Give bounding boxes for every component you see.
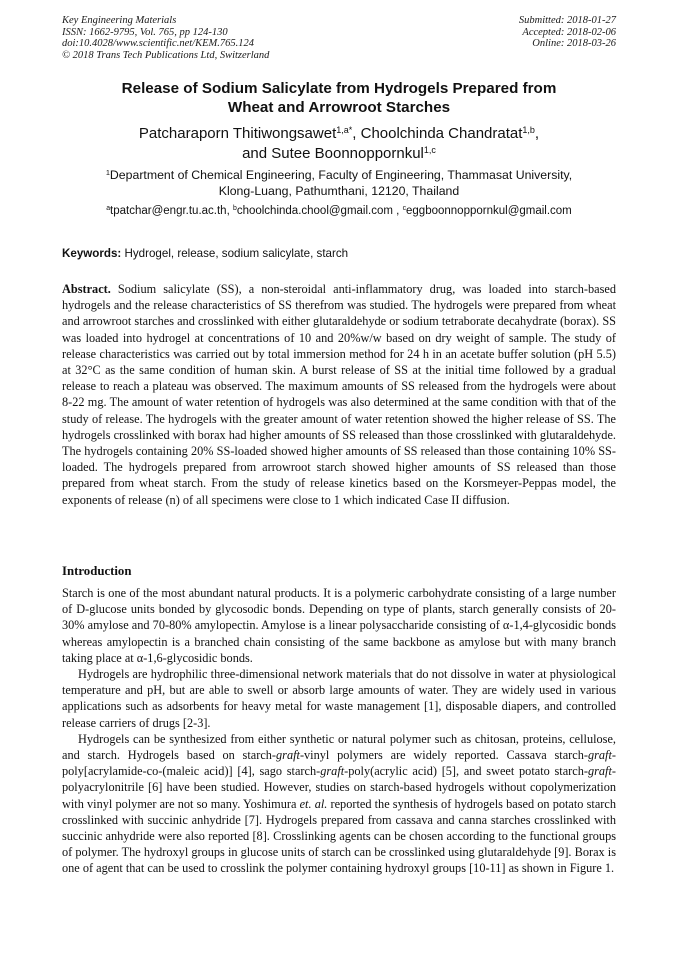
publication-dates	[519, 15, 616, 50]
email-address: tpatchar@engr.tu.ac.th	[110, 205, 227, 217]
text-run-italic: et. al.	[299, 796, 328, 811]
email-address: eggboonnoppornkul@gmail.com	[406, 205, 572, 217]
text-run: -polyacrylonitrile [6] have been studied. However, studies on starch-based hydrogels without copolymerization with vinyl polymer are not so many. Yoshimura	[62, 764, 616, 811]
journal-name: Key Engineering Materials	[62, 15, 177, 26]
online-date: Online: 2018-03-26	[532, 38, 616, 49]
journal-copyright: © 2018 Trans Tech Publications Ltd, Switzerland	[62, 49, 270, 61]
email-mark: b	[232, 205, 237, 213]
affiliation-line-1	[62, 167, 616, 183]
text-run: -vinyl polymers are widely reported. Cassava starch-	[299, 748, 588, 763]
submitted-date: Submitted: 2018-01-27	[518, 15, 616, 26]
affiliation	[62, 167, 616, 199]
abstract-label: Abstract.	[62, 282, 111, 296]
affiliation-text: Department of Chemical Engineering, Faculty of Engineering, Thammasat University,	[109, 168, 573, 182]
text-run: reported the synthesis of hydrogels based on potato starch crosslinked with succinic anhydride [7]. Hydrogels prepared from cassava and canna starches crosslinked with succinic anhydride were also reported [8]. Crosslinking agents can be chosen according to the functional groups of polymer. The hydroxyl groups in glucose units of starch can be crosslinked using glutaraldehyde [9]. Borax is one of agent that can be used to crosslink the polymer containing hydroxyl groups [10-11] as shown in Figure 1.	[62, 796, 616, 876]
paragraph: Hydrogels are hydrophilic three-dimensional network materials that do not dissolve in water at physiological temperature and pH, but are able to swell or absorb large amounts of water. They are widely used in various applications such as adsorbents for heavy metal for waste management [1], disposable diapers, and controlled release carriers of drugs [2-3].	[62, 667, 616, 730]
journal-doi: doi:10.4028/www.scientific.net/KEM.765.124	[62, 38, 254, 49]
paragraph	[62, 731, 616, 877]
author-affiliation-mark: 1,b	[522, 125, 535, 136]
author-separator: ,	[352, 125, 361, 142]
introduction-body	[62, 585, 616, 877]
text-run-italic: graft	[587, 748, 612, 763]
text-run: Hydrogels can be synthesized from either synthetic or natural polymer such as chitosan, proteins, cellulose, and starch. Hydrogels based on starch-	[62, 731, 616, 763]
author-line-1	[62, 124, 616, 144]
email-separator: ,	[226, 205, 233, 217]
author-emails	[62, 204, 616, 218]
paragraph: Starch is one of the most abundant natural products. It is a polymeric carbohydrate consisting of a large number of D-glucose units bonded by glycosodic bonds. Depending on type of plants, starch generally consists of 20-30% amylose and 70-80% amylopectin. Amylose is a linear polysaccharide consisting of α-1,4-glycosidic bonds whereas amylopectin is a branched chain consisting of the same backbone as amylose but with many branch taking place at α-1,6-glycosidic bonds.	[62, 586, 616, 665]
email-mark: c	[402, 205, 407, 213]
author-list	[62, 124, 616, 164]
paper-title	[62, 80, 616, 117]
journal-info	[62, 15, 269, 61]
keywords-label: Keywords:	[62, 247, 122, 260]
author-affiliation-mark: 1,a*	[336, 125, 353, 136]
author-name: Patcharaporn Thitiwongsawet	[138, 125, 337, 142]
affiliation-mark: 1	[105, 167, 110, 177]
abstract	[62, 281, 616, 508]
author-name: and Sutee Boonnoppornkul	[242, 145, 424, 162]
keywords	[62, 247, 616, 261]
keywords-text: Hydrogel, release, sodium salicylate, starch	[121, 247, 349, 260]
accepted-date: Accepted: 2018-02-06	[522, 26, 616, 38]
text-run-italic: graft	[320, 764, 345, 779]
affiliation-line-2: Klong-Luang, Pathumthani, 12120, Thailand	[218, 184, 460, 198]
introduction-heading: Introduction	[62, 564, 132, 578]
text-run: -poly[acrylamide-co-(maleic acid)] [4], sago starch-	[62, 748, 616, 779]
text-run-italic: graft	[587, 764, 612, 779]
text-run: -poly(acrylic acid) [5], and sweet potato starch-	[344, 764, 588, 779]
author-separator: ,	[534, 125, 540, 142]
author-affiliation-mark: 1,c	[423, 145, 436, 156]
email-address: choolchinda.chool@gmail.com	[236, 205, 393, 217]
abstract-text: Sodium salicylate (SS), a non-steroidal anti-inflammatory drug, was loaded into starch-based hydrogels and the release characteristics of SS therefrom was studied. The hydrogels were prepared from wheat and arrowroot starches and crosslinked with either glutaraldehyde or sodium tetraborate decahydrate (borax). SS was loaded into hydrogel at concentrations of 10 and 20%w/w based on dry weight of sample. The study of release characteristics was carried out by total immersion method for 24 h in an acetate buffer solution (pH 5.5) at 32°C as the same condition of human skin. A burst release of SS at the initial time followed by a gradual release to reach a plateau was observed. The maximum amounts of SS released from the hydrogels were about 8-22 mg. The amount of water retention of hydrogels was also determined at the same condition with that of the study of release. The hydrogels with the greater amount of water retention showed the higher release of SS. The hydrogels crosslinked with borax had higher amounts of SS released than those crosslinked with glutaraldehyde. The hydrogels containing 20% SS-loaded showed higher amounts of SS released than those containing 10% SS-loaded. The hydrogels prepared from arrowroot starch showed higher amounts of SS released than those prepared from wheat starch. From the study of release kinetics based on the Korsmeyer-Peppas model, the exponents of release (n) of all specimens were close to 1 which indicated Case II diffusion.	[62, 282, 616, 507]
email-mark: a	[106, 205, 111, 213]
title-line-2: Wheat and Arrowroot Starches	[227, 98, 451, 116]
email-separator: ,	[392, 205, 403, 217]
text-run-italic: graft	[276, 748, 300, 763]
journal-issn: ISSN: 1662-9795, Vol. 765, pp 124-130	[62, 26, 228, 38]
author-name: Choolchinda Chandratat	[360, 125, 523, 142]
title-line-1: Release of Sodium Salicylate from Hydrogels Prepared from	[121, 80, 557, 97]
author-line-2	[62, 144, 616, 164]
